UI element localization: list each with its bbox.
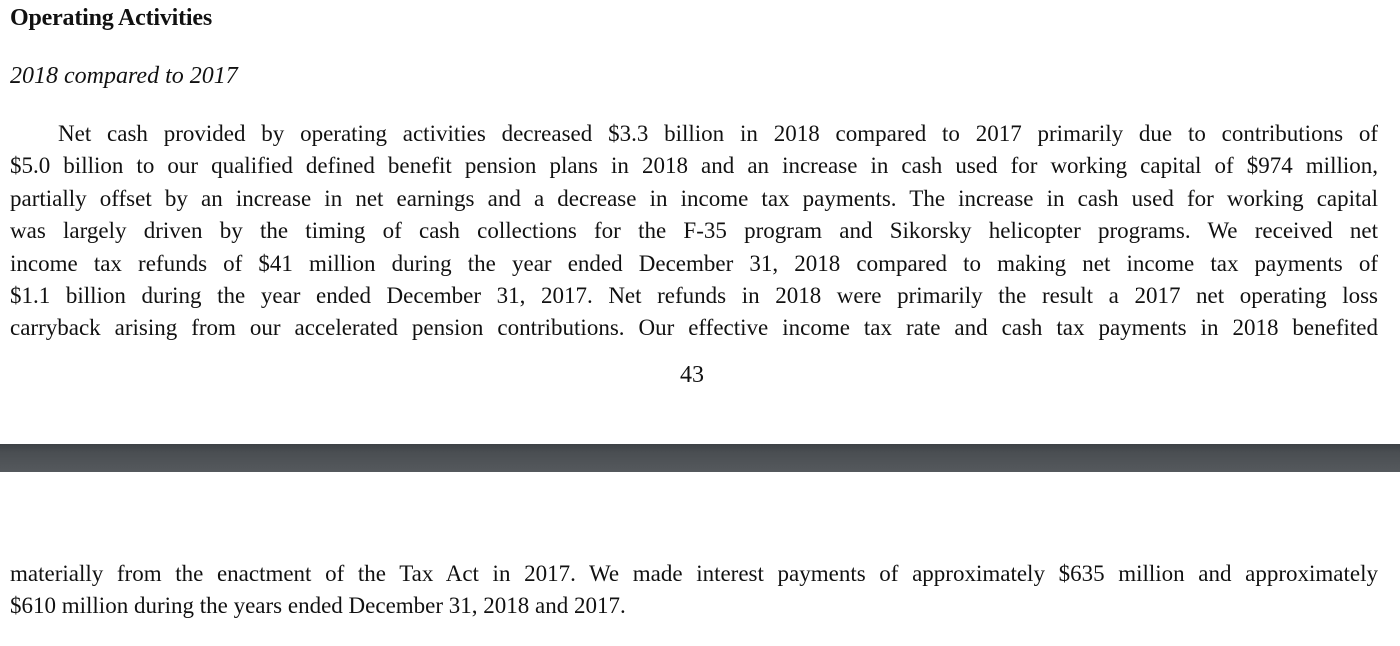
paragraph-line: $1.1 billion during the year ended December 31, 2017. Net refunds in 2018 were primarily the result a 2017 net operating loss [10,282,1378,308]
paragraph-line: materially from the enactment of the Tax Act in 2017. We made interest payments of approximately $635 million and approximately [10,561,1378,586]
paragraph-line: was largely driven by the timing of cash collections for the F-35 program and Sikorsky helicopter programs. We received net [10,218,1378,244]
paragraph-line: $5.0 billion to our qualified defined benefit pension plans in 2018 and an increase in cash used for working capital of $974 million, [10,153,1378,179]
paragraph-line: Net cash provided by operating activities decreased $3.3 billion in 2018 compared to 2017 primarily due to contributions of [58,121,1378,146]
body-paragraph [10,118,1378,345]
document-page-bottom [0,472,1400,646]
paragraph-line: $610 million during the years ended December 31, 2018 and 2017. [10,593,626,619]
paragraph-line: income tax refunds of $41 million during the year ended December 31, 2018 compared to making net income tax payments of [10,250,1378,276]
paragraph-line: carryback arising from our accelerated pension contributions. Our effective income tax rate and cash tax payments in 2018 benefited [10,315,1378,341]
section-heading: Operating Activities [10,5,212,31]
page-number: 43 [680,362,704,388]
page-break-divider [0,444,1400,472]
paragraph-line: partially offset by an increase in net earnings and a decrease in income tax payments. The increase in cash used for working capital [10,185,1378,211]
continued-paragraph [10,558,1378,623]
section-subheading: 2018 compared to 2017 [10,63,238,89]
